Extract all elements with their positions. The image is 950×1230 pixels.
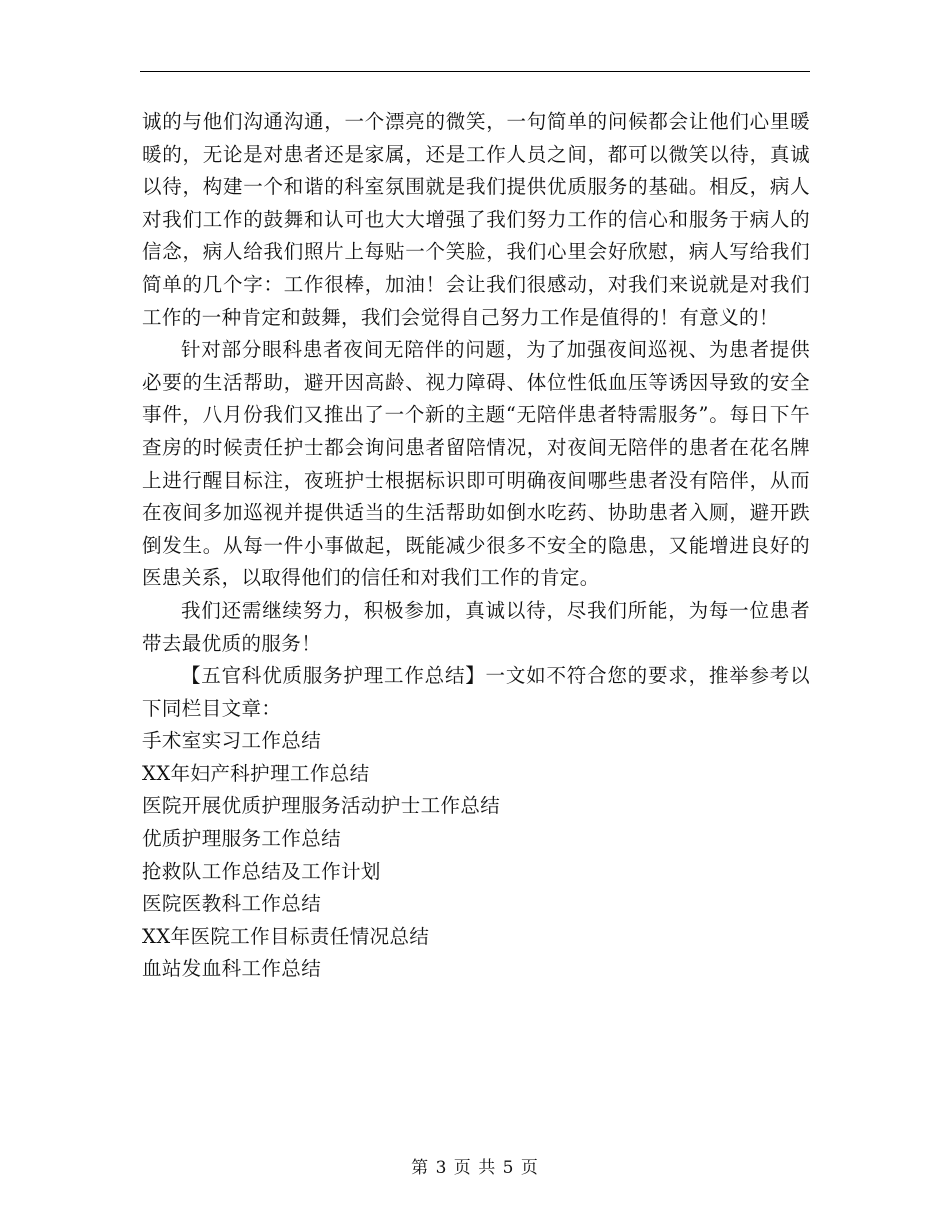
related-article-link[interactable]: 手术室实习工作总结 bbox=[142, 729, 322, 753]
paragraph-1: 诚的与他们沟通沟通，一个漂亮的微笑，一句简单的问候都会让他们心里暖暖的，无论是对患者还是家属，还是工作人员之间，都可以微笑以待，真诚以待，构建一个和谐的科室氛围就是我们提供优质服务的基础。相反，病人对我们工作的鼓舞和认可也大大增强了我们努力工作的信心和服务于病人的信念，病人给我们照片上每贴一个笑脸，我们心里会好欣慰，病人写给我们简单的几个字：工作很棒，加油！会让我们很感动，对我们来说就是对我们工作的一种肯定和鼓舞，我们会觉得自己努力工作是值得的！有意义的！ bbox=[142, 110, 810, 329]
related-article-link[interactable]: XX年医院工作目标责任情况总结 bbox=[142, 924, 430, 948]
header-rule bbox=[140, 71, 810, 72]
related-articles-list bbox=[142, 725, 810, 986]
related-article-link[interactable]: 血站发血科工作总结 bbox=[142, 957, 322, 981]
page-number: 第 3 页 共 5 页 bbox=[411, 1158, 539, 1178]
related-article-link[interactable]: XX年妇产科护理工作总结 bbox=[142, 761, 370, 785]
paragraph-4: 【五官科优质服务护理工作总结】一文如不符合您的要求，推举参考以下同栏目文章： bbox=[142, 664, 810, 720]
related-article-link[interactable]: 抢救队工作总结及工作计划 bbox=[142, 859, 381, 883]
related-article-link[interactable]: 医院开展优质护理服务活动护士工作总结 bbox=[142, 794, 501, 818]
related-article-link[interactable]: 优质护理服务工作总结 bbox=[142, 827, 342, 851]
paragraph-2: 针对部分眼科患者夜间无陪伴的问题，为了加强夜间巡视、为患者提供必要的生活帮助，避开因高龄、视力障碍、体位性低血压等诱因导致的安全事件，八月份我们又推出了一个新的主题“无陪伴患者特需服务”。每日下午查房的时候责任护士都会询问患者留陪情况，对夜间无陪伴的患者在花名牌上进行醒目标注，夜班护士根据标识即可明确夜间哪些患者没有陪伴，从而在夜间多加巡视并提供适当的生活帮助如倒水吃药、协助患者入厕，避开跌倒发生。从每一件小事做起，既能减少很多不安全的隐患，又能增进良好的医患关系，以取得他们的信任和对我们工作的肯定。 bbox=[142, 338, 810, 590]
related-article-link[interactable]: 医院医教科工作总结 bbox=[142, 892, 322, 916]
paragraph-3: 我们还需继续努力，积极参加，真诚以待，尽我们所能，为每一位患者带去最优质的服务！ bbox=[142, 598, 810, 655]
document-body bbox=[142, 106, 810, 986]
